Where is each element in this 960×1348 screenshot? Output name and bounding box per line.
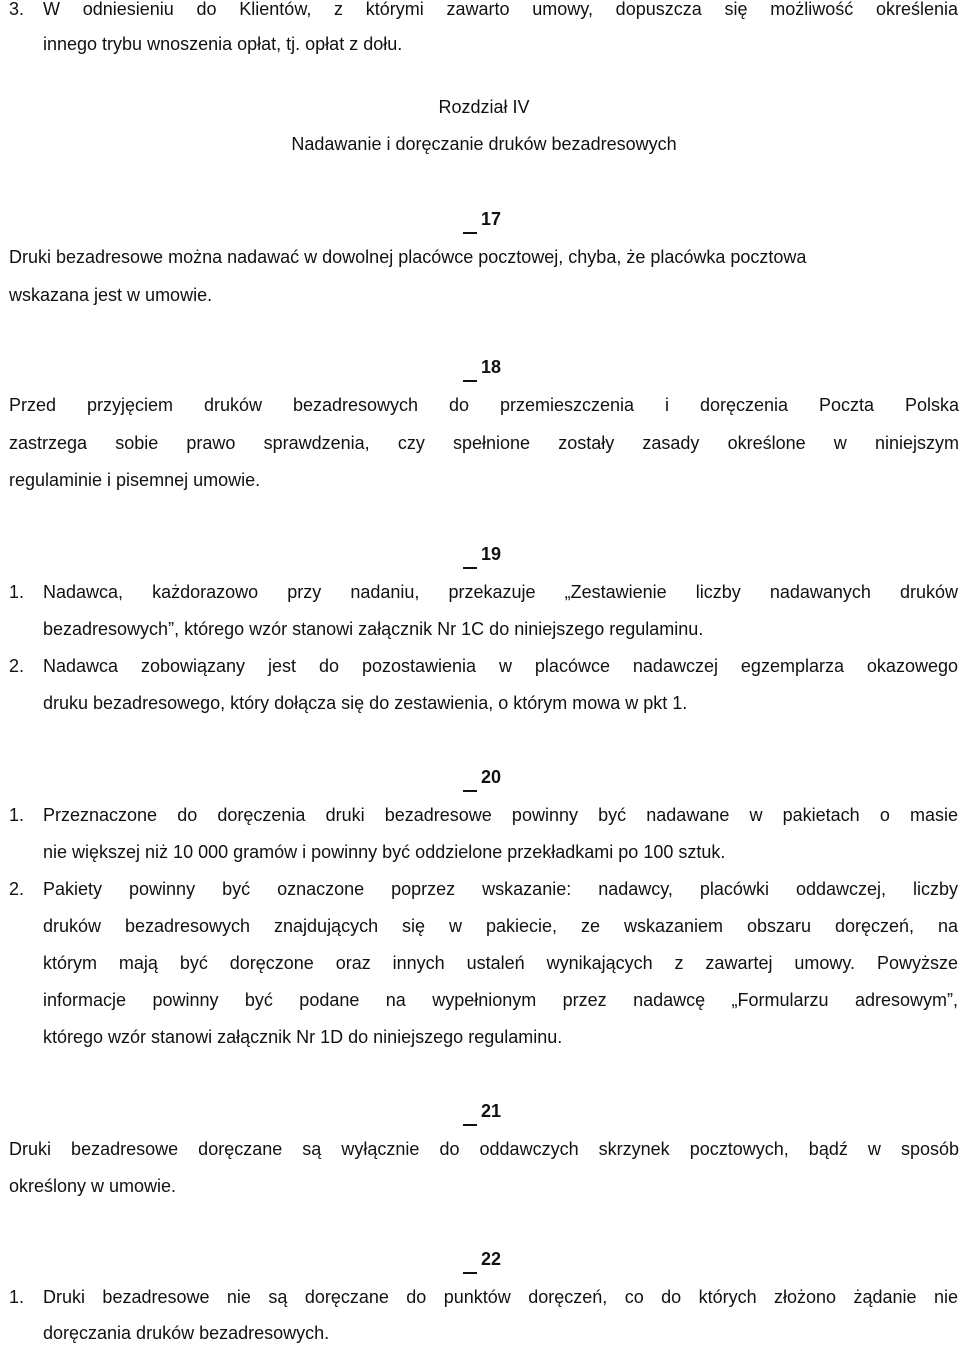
paragraph-line: nie większej niż 10 000 gramów i powinny być oddzielone przekładkami po 100 sztuk. [43, 842, 726, 862]
paragraph-line: Przeznaczone do doręczenia druki bezadresowe powinny być nadawane w pakietach o masie [43, 805, 958, 825]
paragraph-line: Przed przyjęciem druków bezadresowych do przemieszczenia i doręczenia Poczta Polska [9, 395, 959, 415]
paragraph-line: którego wzór stanowi załącznik Nr 1D do niniejszego regulaminu. [43, 1027, 563, 1047]
section-heading-17 [463, 208, 523, 238]
paragraph-sign-icon [463, 1248, 477, 1274]
chapter-subtitle: Nadawanie i doręczanie druków bezadresowych [291, 134, 677, 154]
section-number: 18 [481, 357, 502, 377]
list-number: 1. [9, 582, 25, 602]
paragraph-line: druków bezadresowych znajdujących się w pakiecie, ze wskazaniem obszaru doręczeń, na [43, 916, 958, 936]
list-number: 1. [9, 805, 25, 825]
section-heading-19 [463, 543, 523, 573]
paragraph-sign-icon [463, 1100, 477, 1126]
paragraph-line: określony w umowie. [9, 1176, 177, 1196]
paragraph-line: bezadresowych”, którego wzór stanowi załącznik Nr 1C do niniejszego regulaminu. [43, 619, 704, 639]
paragraph-line: którym mają być doręczone oraz innych ustaleń wynikających z zawartej umowy. Powyższe [43, 953, 958, 973]
paragraph-line: doręczania druków bezadresowych. [43, 1323, 330, 1343]
paragraph-line: wskazana jest w umowie. [9, 285, 213, 305]
section-heading-21 [463, 1100, 523, 1130]
paragraph-line: Druki bezadresowe można nadawać w dowolnej placówce pocztowej, chyba, że placówka pocztowa [9, 247, 807, 267]
paragraph-line: druku bezadresowego, który dołącza się do zestawienia, o którym mowa w pkt 1. [43, 693, 688, 713]
paragraph-sign-icon [463, 356, 477, 382]
paragraph-line: Druki bezadresowe nie są doręczane do punktów doręczeń, co do których złożono żądanie nie [43, 1287, 958, 1307]
paragraph-line: regulaminie i pisemnej umowie. [9, 470, 261, 490]
list-number: 2. [9, 656, 25, 676]
list-number: 3. [9, 0, 25, 19]
paragraph-line: Pakiety powinny być oznaczone poprzez wskazanie: nadawcy, placówki oddawczej, liczby [43, 879, 958, 899]
paragraph-line: W odniesieniu do Klientów, z którymi zawarto umowy, dopuszcza się możliwość określenia [43, 0, 958, 19]
paragraph-line: Nadawca, każdorazowo przy nadaniu, przekazuje „Zestawienie liczby nadawanych druków [43, 582, 958, 602]
section-number: 17 [481, 209, 502, 229]
chapter-title: Rozdział IV [438, 97, 530, 117]
list-number: 1. [9, 1287, 25, 1307]
paragraph-line: zastrzega sobie prawo sprawdzenia, czy spełnione zostały zasady określone w niniejszym [9, 433, 959, 453]
list-number: 2. [9, 879, 25, 899]
section-heading-18 [463, 356, 523, 386]
section-number: 21 [481, 1101, 502, 1121]
paragraph-line: Druki bezadresowe doręczane są wyłącznie do oddawczych skrzynek pocztowych, bądź w sposób [9, 1139, 959, 1159]
section-number: 19 [481, 544, 502, 564]
paragraph-line: Nadawca zobowiązany jest do pozostawienia w placówce nadawczej egzemplarza okazowego [43, 656, 958, 676]
paragraph-line: innego trybu wnoszenia opłat, tj. opłat z dołu. [43, 34, 403, 54]
section-number: 20 [481, 767, 502, 787]
section-heading-22 [463, 1248, 523, 1278]
section-heading-20 [463, 766, 523, 796]
section-number: 22 [481, 1249, 502, 1269]
paragraph-sign-icon [463, 208, 477, 234]
paragraph-line: informacje powinny być podane na wypełnionym przez nadawcę „Formularzu adresowym”, [43, 990, 958, 1010]
paragraph-sign-icon [463, 766, 477, 792]
paragraph-sign-icon [463, 543, 477, 569]
